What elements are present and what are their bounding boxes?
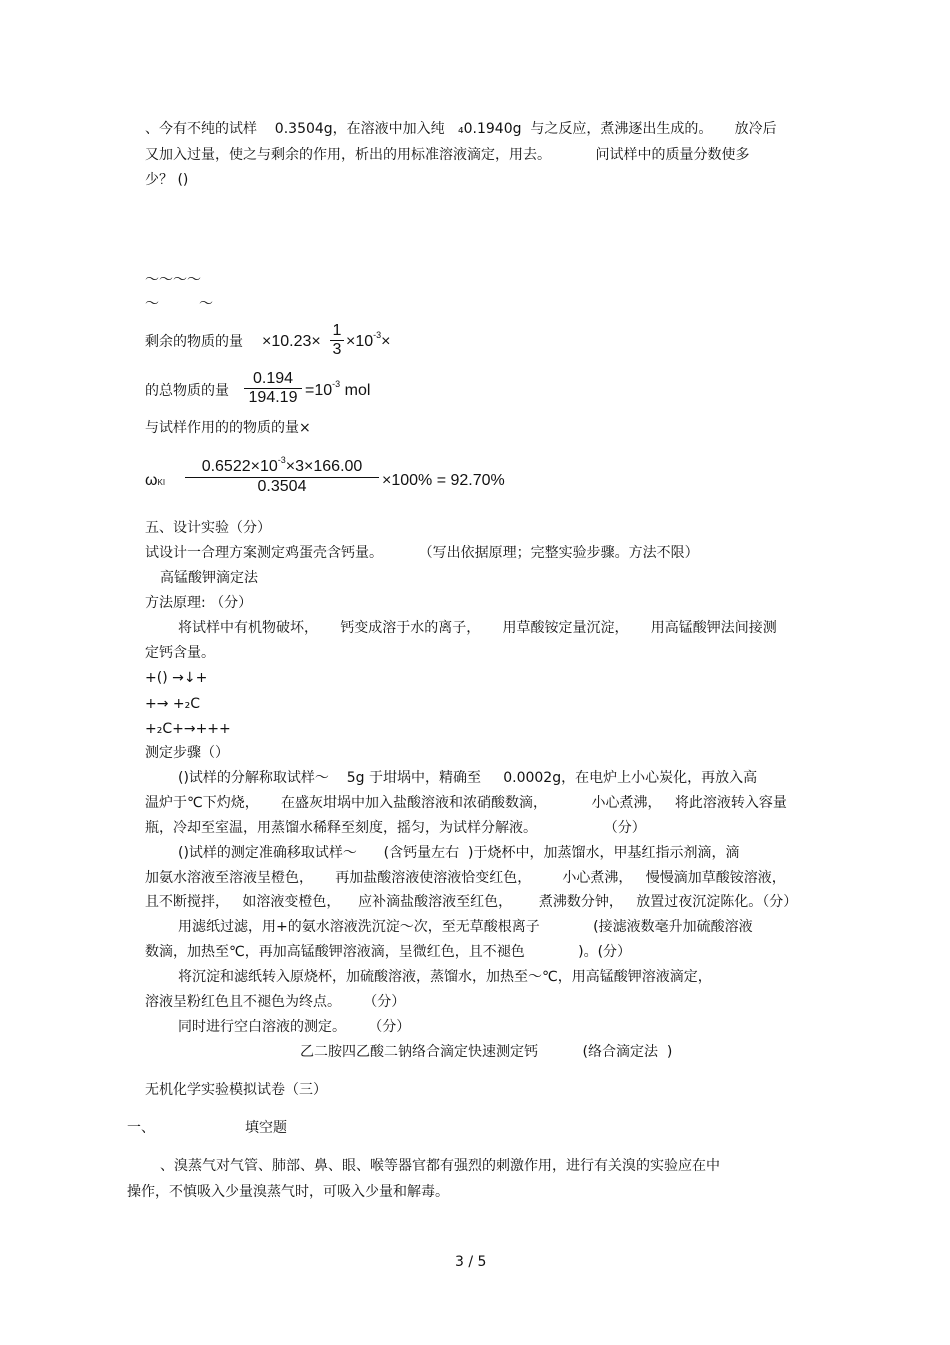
remain-base: ×10	[346, 333, 374, 350]
omega-denominator: 0.3504	[257, 478, 307, 495]
problem-line-1: 、今有不纯的试样 0.3504g，在溶液中加入纯 ₄0.1940g 与之反应，煮沸逐出生成的。 放冷后	[145, 121, 777, 137]
exam3-q1-line-a: 、溴蒸气对气管、肺部、鼻、眼、喉等器官都有强烈的刺激作用，进行有关溴的实验应在中	[160, 1158, 720, 1174]
step4-line-b: 溶液呈粉红色且不褪色为终点。 （分）	[145, 994, 406, 1010]
tilde-line-2: ～ ～	[145, 296, 214, 312]
remain-expr-a: ×10.23×	[262, 333, 321, 350]
alt-method: 乙二胺四乙酸二钠络合滴定快速测定钙 (络合滴定法 )	[300, 1044, 673, 1060]
omega-symbol	[145, 471, 165, 493]
problem-line-3: 少？ ()	[145, 172, 189, 188]
omega-fraction	[185, 455, 379, 496]
omega-result: ×100% = 92.70%	[382, 472, 505, 489]
remain-expr-b	[346, 332, 391, 353]
step5-line: 同时进行空白溶液的测定。 （分）	[178, 1019, 411, 1035]
section5-title: 五、设计实验（分）	[145, 520, 271, 536]
remain-exponent: -3	[373, 330, 382, 340]
equation-2: +→ +₂C	[145, 696, 201, 712]
remain-fraction	[330, 322, 344, 359]
tilde-line-1: ～～～～	[145, 272, 201, 288]
step2-line-c: 且不断搅拌， 如溶液变橙色， 应补滴盐酸溶液至红色， 煮沸数分钟， 放置过夜沉淀陈化。（分）	[145, 894, 798, 910]
step3-line-b: 数滴，加热至℃，再加高锰酸钾溶液滴，呈微红色，且不褪色 )。(分）	[145, 944, 632, 960]
principle-title: 方法原理: （分）	[145, 595, 253, 611]
omega-numerator	[185, 455, 379, 478]
section5-task: 试设计一合理方案测定鸡蛋壳含钙量。 （写出依据原理；完整实验步骤。方法不限）	[145, 545, 699, 561]
step2-line-b: 加氨水溶液至溶液呈橙色， 再加盐酸溶液使溶液恰变红色， 小心煮沸， 慢慢滴加草酸铵溶液，	[145, 870, 786, 886]
total-label: 的总物质的量	[145, 383, 229, 399]
method-name: 高锰酸钾滴定法	[160, 570, 258, 586]
step1-line-c: 瓶，冷却至室温，用蒸馏水稀释至刻度，摇匀，为试样分解液。 （分）	[145, 820, 646, 836]
problem-line-2: 又加入过量，使之与剩余的作用，析出的用标准溶液滴定，用去。 问试样中的质量分数使多	[145, 147, 750, 163]
equation-3: +₂C+→+++	[145, 721, 231, 737]
exam3-section-name: 填空题	[245, 1120, 287, 1136]
total-expr	[305, 381, 370, 402]
remain-times: ×	[381, 333, 391, 350]
total-exponent: -3	[332, 379, 341, 389]
step1-line-a: ()试样的分解称取试样～ 5g 于坩埚中，精确至 0.0002g，在电炉上小心炭化，再放入高	[178, 770, 758, 786]
total-unit: mol	[344, 382, 371, 399]
remain-frac-den: 3	[332, 341, 342, 358]
principle-line-2: 定钙含量。	[145, 645, 215, 661]
remain-frac-num: 1	[330, 322, 344, 341]
exam3-q1-line-b: 操作，不慎吸入少量溴蒸气时，可吸入少量和解毒。	[127, 1184, 449, 1200]
exam3-section-number: 一、	[127, 1120, 155, 1136]
step1-line-b: 温炉于℃下灼烧， 在盛灰坩埚中加入盐酸溶液和浓硝酸数滴， 小心煮沸， 将此溶液转入容量	[145, 795, 787, 811]
exam3-title: 无机化学实验模拟试卷（三）	[145, 1082, 327, 1098]
equation-1: +() →↓+	[145, 670, 208, 686]
react-label: 与试样作用的的物质的量×	[145, 420, 311, 436]
total-fraction	[244, 370, 302, 407]
step2-line-a: ()试样的测定准确移取试样～ (含钙量左右 )于烧杯中，加蒸馏水，甲基红指示剂滴，滴	[178, 845, 740, 861]
remain-label: 剩余的物质的量	[145, 334, 243, 350]
total-num: 0.194	[244, 370, 302, 389]
page-number: 3 / 5	[455, 1254, 487, 1270]
principle-line-1: 将试样中有机物破坏， 钙变成溶于水的离子， 用草酸铵定量沉淀， 用高锰酸钾法间接测	[178, 620, 777, 636]
step4-line-a: 将沉淀和滤纸转入原烧杯，加硫酸溶液，蒸馏水，加热至～℃，用高锰酸钾溶液滴定，	[178, 969, 712, 985]
omega-num-b: ×3×166.00	[285, 458, 363, 475]
omega-subscript: KI	[157, 478, 166, 487]
total-den: 194.19	[248, 389, 298, 406]
total-eq: =10	[305, 382, 333, 399]
steps-title: 测定步骤（）	[145, 745, 229, 761]
omega-num-exponent: -3	[277, 455, 286, 465]
omega-num-a: 0.6522×10	[201, 458, 278, 475]
omega-letter: ω	[145, 472, 158, 489]
step3-line-a: 用滤纸过滤，用+的氨水溶液洗沉淀～次，至无草酸根离子 (接滤液数毫升加硫酸溶液	[178, 919, 753, 935]
